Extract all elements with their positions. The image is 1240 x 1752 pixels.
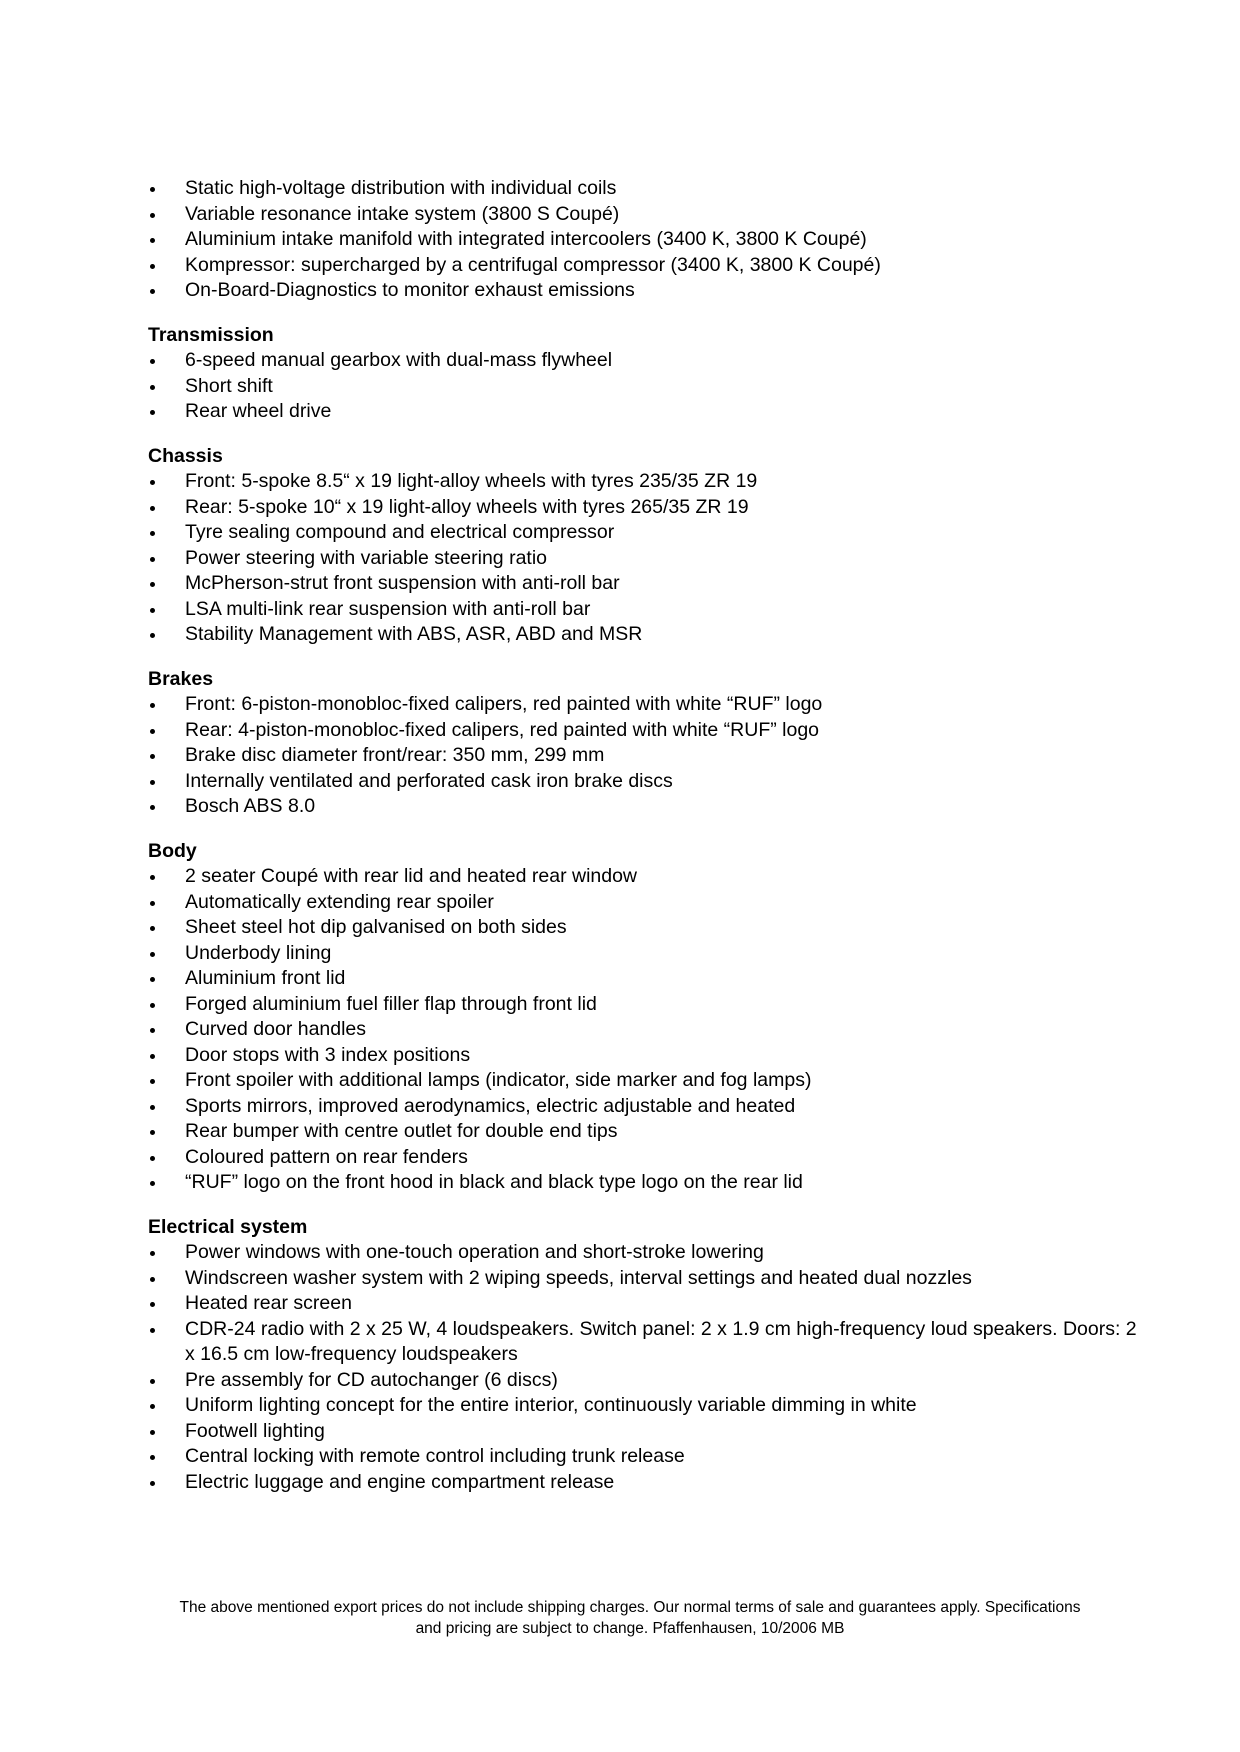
list-item-text: Stability Management with ABS, ASR, ABD and MSR — [185, 623, 643, 645]
list-item — [148, 992, 1148, 1018]
list-item — [148, 1368, 1148, 1394]
list-item-text: 6-speed manual gearbox with dual-mass flywheel — [185, 349, 613, 371]
list-item-text: On-Board-Diagnostics to monitor exhaust emissions — [185, 279, 635, 301]
list-item — [148, 278, 1148, 304]
list-item-text: Door stops with 3 index positions — [185, 1043, 471, 1066]
bullet-list — [148, 176, 1148, 304]
bullet-icon — [150, 780, 155, 785]
list-item — [148, 743, 1148, 769]
list-item-text: Internally ventilated and perforated cask iron brake discs — [185, 769, 673, 792]
list-item — [148, 794, 1148, 820]
list-item-text: Curved door handles — [185, 1018, 367, 1040]
list-item-text: Brake disc diameter front/rear: 350 mm, 299 mm — [185, 744, 605, 766]
list-item — [148, 1094, 1148, 1120]
list-item-text: Coloured pattern on rear fenders — [185, 1145, 468, 1168]
footer-line-2: and pricing are subject to change. Pfaffenhausen, 10/2006 MB — [415, 1620, 845, 1637]
bullet-icon — [150, 1251, 155, 1256]
list-item — [148, 966, 1148, 992]
list-item-text: McPherson-strut front suspension with anti-roll bar — [185, 572, 620, 594]
list-item-text: Kompressor: supercharged by a centrifugal compressor (3400 K, 3800 K Coupé) — [185, 253, 881, 276]
bullet-list — [148, 864, 1148, 1196]
spec-section — [148, 1215, 1148, 1496]
bullet-icon — [150, 359, 155, 364]
list-item — [148, 227, 1148, 253]
bullet-icon — [150, 608, 155, 613]
bullet-icon — [150, 582, 155, 587]
bullet-icon — [150, 480, 155, 485]
list-item-text: Footwell lighting — [185, 1419, 325, 1442]
section-heading: Electrical system — [148, 1215, 308, 1238]
bullet-icon — [150, 238, 155, 243]
list-item-text: Sports mirrors, improved aerodynamics, electric adjustable and heated — [185, 1094, 796, 1117]
bullet-icon — [150, 901, 155, 906]
list-item — [148, 495, 1148, 521]
bullet-icon — [150, 703, 155, 708]
bullet-icon — [150, 1302, 155, 1307]
list-item — [148, 597, 1148, 623]
list-item — [148, 622, 1148, 648]
list-item — [148, 469, 1148, 495]
list-item — [148, 890, 1148, 916]
spec-document — [148, 176, 1148, 1495]
list-item — [148, 941, 1148, 967]
list-item-text: Front: 5-spoke 8.5“ x 19 light-alloy wheels with tyres 235/35 ZR 19 — [185, 470, 758, 492]
list-item-text: Power steering with variable steering ratio — [185, 546, 548, 569]
list-item — [148, 176, 1148, 202]
list-item-text: Central locking with remote control including trunk release — [185, 1445, 685, 1467]
bullet-icon — [150, 1105, 155, 1110]
list-item — [148, 718, 1148, 744]
list-item — [148, 1068, 1148, 1094]
bullet-icon — [150, 1156, 155, 1161]
bullet-icon — [150, 557, 155, 562]
list-item-text: Bosch ABS 8.0 — [185, 795, 316, 817]
bullet-icon — [150, 1181, 155, 1186]
list-item-text: CDR-24 radio with 2 x 25 W, 4 loudspeakers. Switch panel: 2 x 1.9 cm high-frequency loud speakers. Doors: 2 x 16.5 cm low-frequency loudspeakers — [185, 1317, 1137, 1365]
list-item-text: Front spoiler with additional lamps (indicator, side marker and fog lamps) — [185, 1069, 812, 1091]
list-item — [148, 1393, 1148, 1419]
spec-section — [148, 444, 1148, 648]
list-item-text: Pre assembly for CD autochanger (6 discs) — [185, 1368, 558, 1391]
list-item-text: Aluminium intake manifold with integrated intercoolers (3400 K, 3800 K Coupé) — [185, 228, 867, 250]
section-heading: Chassis — [148, 444, 223, 467]
bullet-icon — [150, 1028, 155, 1033]
list-item — [148, 571, 1148, 597]
list-item-text: Tyre sealing compound and electrical compressor — [185, 521, 615, 543]
list-item-text: Power windows with one-touch operation and short-stroke lowering — [185, 1241, 764, 1263]
bullet-icon — [150, 977, 155, 982]
list-item-text: Short shift — [185, 374, 273, 397]
list-item-text: Heated rear screen — [185, 1292, 352, 1314]
list-item — [148, 546, 1148, 572]
bullet-icon — [150, 264, 155, 269]
list-item-text: Rear: 5-spoke 10“ x 19 light-alloy wheels with tyres 265/35 ZR 19 — [185, 495, 749, 518]
bullet-icon — [150, 1404, 155, 1409]
bullet-icon — [150, 805, 155, 810]
bullet-icon — [150, 754, 155, 759]
bullet-icon — [150, 1130, 155, 1135]
bullet-icon — [150, 729, 155, 734]
bullet-icon — [150, 1328, 155, 1333]
list-item — [148, 1145, 1148, 1171]
list-item-text: Uniform lighting concept for the entire interior, continuously variable dimming in white — [185, 1394, 917, 1416]
list-item — [148, 253, 1148, 279]
list-item-text: 2 seater Coupé with rear lid and heated rear window — [185, 865, 638, 887]
list-item — [148, 1470, 1148, 1496]
bullet-icon — [150, 213, 155, 218]
list-item — [148, 1266, 1148, 1292]
list-item-text: Rear wheel drive — [185, 400, 332, 422]
bullet-icon — [150, 633, 155, 638]
bullet-icon — [150, 875, 155, 880]
list-item — [148, 864, 1148, 890]
spec-section — [148, 323, 1148, 425]
section-heading: Body — [148, 839, 197, 862]
bullet-list — [148, 469, 1148, 648]
bullet-icon — [150, 1481, 155, 1486]
bullet-icon — [150, 1003, 155, 1008]
list-item-text: Rear: 4-piston-monobloc-fixed calipers, red painted with white “RUF” logo — [185, 718, 820, 741]
bullet-icon — [150, 1455, 155, 1460]
list-item-text: Static high-voltage distribution with individual coils — [185, 177, 617, 199]
bullet-icon — [150, 289, 155, 294]
list-item-text: Automatically extending rear spoiler — [185, 890, 494, 913]
section-heading: Transmission — [148, 323, 274, 346]
list-item-text: Front: 6-piston-monobloc-fixed calipers, red painted with white “RUF” logo — [185, 693, 823, 715]
list-item — [148, 1240, 1148, 1266]
list-item — [148, 1444, 1148, 1470]
bullet-icon — [150, 1430, 155, 1435]
bullet-icon — [150, 926, 155, 931]
section-heading: Brakes — [148, 667, 214, 690]
bullet-icon — [150, 531, 155, 536]
footer-line-1: The above mentioned export prices do not include shipping charges. Our normal terms of sale and guarantees apply. Specifications — [179, 1599, 1081, 1616]
bullet-icon — [150, 1379, 155, 1384]
list-item — [148, 1291, 1148, 1317]
bullet-icon — [150, 385, 155, 390]
spec-section — [148, 176, 1148, 304]
list-item-text: Forged aluminium fuel filler flap through front lid — [185, 992, 597, 1015]
list-item-text: Aluminium front lid — [185, 967, 346, 989]
list-item-text: LSA multi-link rear suspension with anti-roll bar — [185, 597, 591, 620]
bullet-icon — [150, 1054, 155, 1059]
bullet-icon — [150, 1277, 155, 1282]
list-item — [148, 1017, 1148, 1043]
list-item-text: Underbody lining — [185, 941, 332, 964]
list-item — [148, 202, 1148, 228]
list-item — [148, 1419, 1148, 1445]
list-item — [148, 1170, 1148, 1196]
bullet-icon — [150, 410, 155, 415]
footer-disclaimer — [130, 1597, 1130, 1639]
bullet-list — [148, 348, 1148, 425]
list-item-text: Rear bumper with centre outlet for double end tips — [185, 1120, 618, 1142]
list-item — [148, 692, 1148, 718]
list-item — [148, 1043, 1148, 1069]
list-item — [148, 915, 1148, 941]
bullet-icon — [150, 1079, 155, 1084]
list-item — [148, 1317, 1148, 1368]
spec-section — [148, 667, 1148, 820]
list-item-text: Electric luggage and engine compartment release — [185, 1470, 615, 1493]
list-item-text: Windscreen washer system with 2 wiping speeds, interval settings and heated dual nozzles — [185, 1266, 972, 1289]
list-item — [148, 769, 1148, 795]
bullet-list — [148, 692, 1148, 820]
list-item-text: Variable resonance intake system (3800 S Coupé) — [185, 202, 620, 225]
bullet-icon — [150, 506, 155, 511]
list-item — [148, 399, 1148, 425]
list-item-text: “RUF” logo on the front hood in black and black type logo on the rear lid — [185, 1171, 803, 1193]
bullet-icon — [150, 187, 155, 192]
bullet-list — [148, 1240, 1148, 1495]
bullet-icon — [150, 952, 155, 957]
spec-section — [148, 839, 1148, 1196]
list-item — [148, 348, 1148, 374]
list-item — [148, 1119, 1148, 1145]
list-item-text: Sheet steel hot dip galvanised on both sides — [185, 916, 567, 938]
list-item — [148, 374, 1148, 400]
list-item — [148, 520, 1148, 546]
